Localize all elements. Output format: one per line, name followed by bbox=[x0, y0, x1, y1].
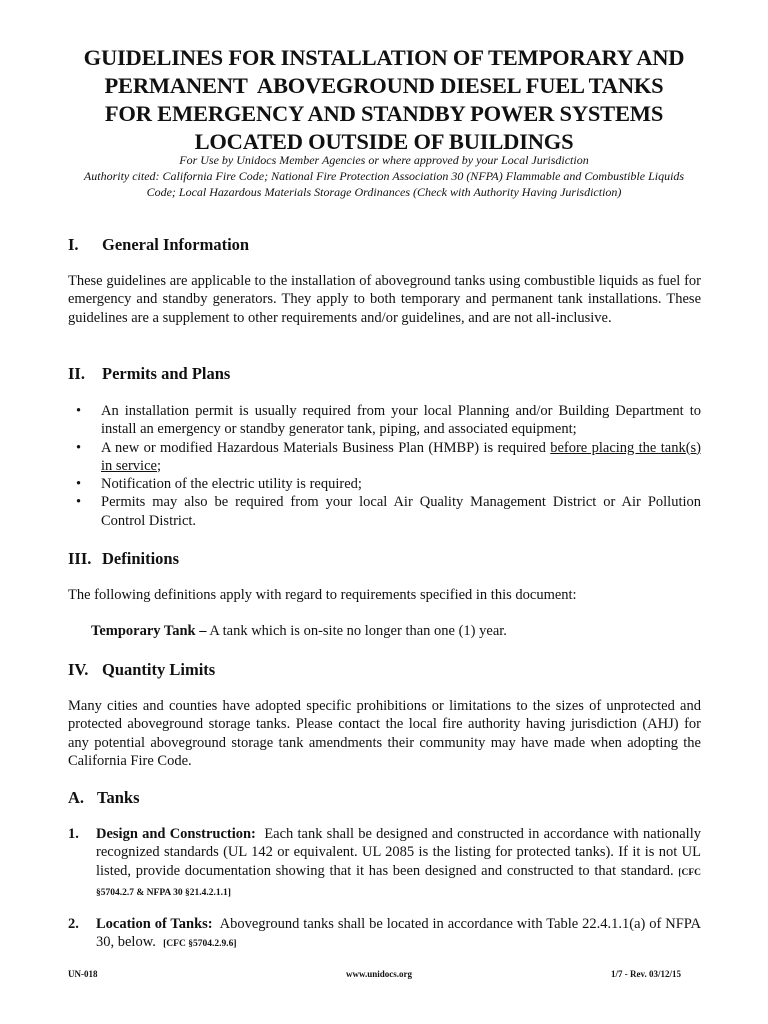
definition-term: Temporary Tank – bbox=[91, 623, 207, 639]
title-line-4: LOCATED OUTSIDE OF BUILDINGS bbox=[194, 129, 574, 154]
document-title bbox=[40, 44, 728, 156]
list-item: • Permits may also be required from your local Air Quality Management District or Air Pollution Control District. bbox=[76, 494, 701, 529]
list-item: • A new or modified Hazardous Materials Business Plan (HMBP) is required before placing the tank(s) in service; bbox=[76, 439, 702, 474]
bullet-icon: • bbox=[76, 494, 82, 511]
section-title: Permits and Plans bbox=[102, 364, 231, 383]
item-body: Design and Construction: Each tank shall be designed and constructed in accordance with nationally recognized standards (UL 142 or equivalent. UL 2085 is the listing for protected tanks). If it is not UL listed, provide documentation showing that it has been designed and constructed to that standard. [CFC §5704.2.7 & NFPA 30 §21.4.2.1.1] bbox=[96, 826, 705, 898]
subtitle-use: For Use by Unidocs Member Agencies or where approved by your Local Jurisdiction bbox=[179, 153, 589, 167]
section-title: Tanks bbox=[97, 788, 140, 807]
bullet-icon: • bbox=[76, 403, 82, 419]
section-title: Quantity Limits bbox=[102, 660, 216, 679]
section-title: General Information bbox=[102, 235, 250, 254]
section-number: IV. bbox=[68, 660, 89, 679]
item-label: Design and Construction: bbox=[96, 826, 256, 842]
numbered-item-design-and-construction bbox=[68, 825, 705, 902]
bullet-icon: • bbox=[76, 476, 82, 493]
section-heading-tanks bbox=[68, 788, 140, 808]
list-item: • Notification of the electric utility is required; bbox=[76, 476, 362, 493]
section-title: Definitions bbox=[102, 549, 180, 568]
underlined-phrase: before placing the tank(s) in service bbox=[101, 439, 702, 474]
section-number: II. bbox=[68, 364, 85, 383]
title-line-2: PERMANENT ABOVEGROUND DIESEL FUEL TANKS bbox=[104, 73, 664, 98]
section-heading-definitions bbox=[68, 549, 179, 569]
list-item: • An installation permit is usually required from your local Planning and/or Building Department to install an emergency or standby generator tank, piping, and associated equipment; bbox=[76, 403, 701, 438]
section-number: A. bbox=[68, 788, 85, 807]
general-information-paragraph: These guidelines are applicable to the installation of aboveground tanks using combustible liquids as fuel for emergency and standby generators. They apply to both temporary and permanent tank installations. These guidelines are a supplement to other requirements and/or guidelines, and are not all-inclusive. bbox=[68, 273, 701, 326]
section-number: I. bbox=[68, 235, 79, 254]
title-line-3: FOR EMERGENCY AND STANDBY POWER SYSTEMS bbox=[104, 101, 664, 126]
subtitle-authority-2: Code; Local Hazardous Materials Storage Ordinances (Check with Authority Having Jurisdiction) bbox=[146, 185, 622, 199]
footer-website[interactable]: www.unidocs.org bbox=[346, 969, 413, 979]
citation: [CFC §5704.2.9.6] bbox=[163, 939, 237, 950]
numbered-item-location-of-tanks bbox=[68, 915, 705, 954]
item-number: 2. bbox=[68, 916, 79, 932]
item-label: Location of Tanks: bbox=[96, 916, 213, 932]
bullet-icon: • bbox=[76, 439, 82, 456]
citation: [CFC §5704.2.7 & NFPA 30 §21.4.2.1.1] bbox=[96, 867, 701, 898]
footer-page-revision: 1/7 - Rev. 03/12/15 bbox=[611, 969, 681, 979]
footer-doc-id: UN-018 bbox=[68, 969, 98, 979]
definition-text: A tank which is on-site no longer than one (1) year. bbox=[206, 623, 507, 639]
item-body: Location of Tanks: Aboveground tanks shall be located in accordance with Table 22.4.1.1(a) of NFPA 30, below. [CFC §5704.2.9.6] bbox=[96, 916, 705, 951]
definition-temporary-tank bbox=[91, 623, 507, 640]
section-heading-quantity-limits bbox=[68, 660, 215, 680]
section-number: III. bbox=[68, 549, 92, 568]
subtitle-block bbox=[40, 152, 728, 200]
subtitle-authority-1: Authority cited: California Fire Code; National Fire Protection Association 30 (NFPA) Flammable and Combustible Liquids bbox=[83, 169, 685, 183]
definitions-intro: The following definitions apply with regard to requirements specified in this document: bbox=[68, 587, 577, 603]
section-heading-general-information bbox=[68, 235, 249, 255]
section-heading-permits-and-plans bbox=[68, 364, 230, 384]
item-number: 1. bbox=[68, 826, 79, 842]
permits-bullet-list bbox=[68, 402, 701, 530]
quantity-limits-paragraph: Many cities and counties have adopted specific prohibitions or limitations to the sizes of unprotected and protected aboveground storage tanks. Please contact the local fire authority having jurisdiction (AHJ) for any potential aboveground storage tank amendments their community may have made when adopting the California Fire Code. bbox=[68, 698, 701, 769]
title-line-1: GUIDELINES FOR INSTALLATION OF TEMPORARY AND bbox=[83, 45, 685, 70]
